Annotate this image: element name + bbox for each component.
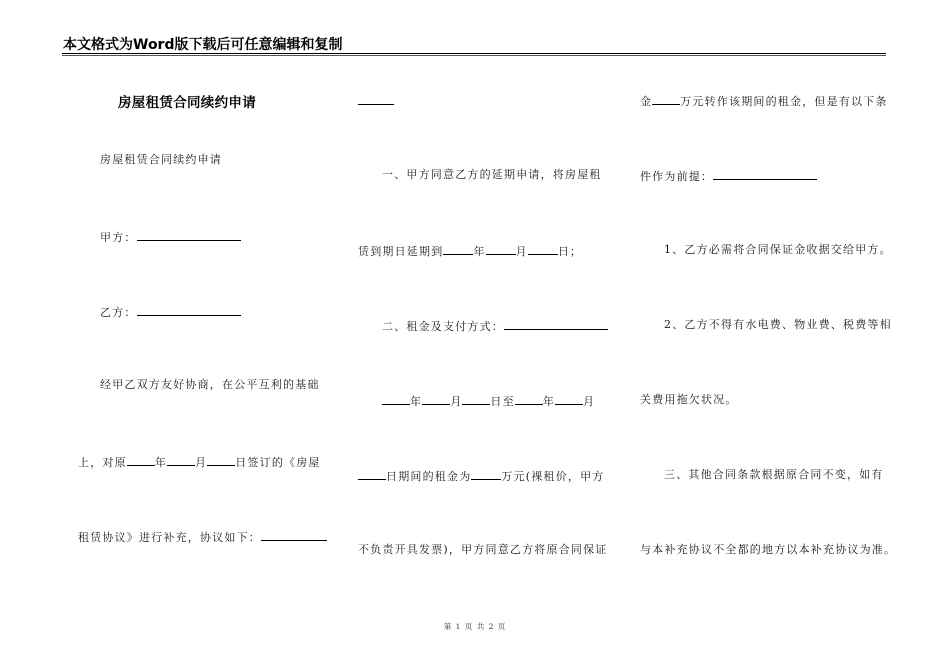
clause-1-line: 一、甲方同意乙方的延期申请，将房屋租 bbox=[382, 168, 602, 181]
blank-field bbox=[127, 454, 155, 466]
blank-field bbox=[167, 454, 195, 466]
condition-item-2: 2、乙方不得有水电费、物业费、税费等相 bbox=[664, 318, 892, 331]
party-a-label: 甲方： bbox=[100, 231, 137, 244]
condition-line: 件作为前提： bbox=[640, 168, 817, 184]
party-a-blank bbox=[137, 229, 241, 241]
blank-field bbox=[358, 468, 386, 480]
blank-field bbox=[471, 468, 501, 480]
party-a-line bbox=[100, 229, 241, 245]
blank-field bbox=[382, 393, 410, 405]
clause-2-line: 年 月 日至 年 月 bbox=[382, 393, 595, 409]
condition-item-2: 关费用拖欠状况。 bbox=[640, 393, 738, 406]
party-b-blank bbox=[137, 304, 241, 316]
document-title: 房屋租赁合同续约申请 bbox=[118, 95, 256, 111]
subtitle: 房屋租赁合同续约申请 bbox=[100, 153, 222, 166]
blank-field bbox=[515, 393, 543, 405]
header-rule bbox=[62, 53, 886, 54]
clause-3-line: 与本补充协议不全都的地方以本补充协议为准。 bbox=[640, 543, 897, 556]
blank-field bbox=[261, 529, 327, 541]
blank-field bbox=[713, 168, 817, 180]
party-b-line bbox=[100, 304, 241, 320]
paragraph-line: 租赁协议》进行补充，协议如下： bbox=[78, 529, 327, 545]
blank-field bbox=[528, 243, 558, 255]
blank-field bbox=[486, 243, 516, 255]
party-b-label: 乙方： bbox=[100, 306, 137, 319]
header-rule-thin bbox=[62, 55, 886, 56]
clause-2-line: 日期间的租金为 万元(裸租价，甲方 bbox=[358, 468, 605, 484]
paragraph-line: 上，对原 年 月 日签订的《房屋 bbox=[78, 456, 321, 469]
clause-3-line: 三、其他合同条款根据原合同不变，如有 bbox=[664, 468, 884, 481]
clause-1-line: 赁到期日延期到 年 月 日； bbox=[358, 245, 583, 258]
blank-field bbox=[422, 393, 450, 405]
paragraph-line: 经甲乙双方友好协商，在公平互利的基础 bbox=[100, 378, 320, 391]
blank-field bbox=[443, 243, 473, 255]
blank-field bbox=[504, 318, 608, 330]
paragraph-line bbox=[358, 93, 394, 109]
document-header: 本文格式为Word版下载后可任意编辑和复制 bbox=[63, 37, 343, 53]
blank-field bbox=[207, 454, 235, 466]
page-number: 第 1 页 共 2 页 bbox=[443, 622, 507, 631]
blank-field bbox=[652, 93, 680, 105]
blank-field bbox=[358, 93, 394, 105]
clause-2-line: 不负责开具发票)，甲方同意乙方将原合同保证 bbox=[358, 543, 608, 556]
clause-2-line: 二、租金及支付方式： bbox=[382, 318, 608, 334]
condition-item-1: 1、乙方必需将合同保证金收据交给甲方。 bbox=[664, 243, 892, 256]
blank-field bbox=[462, 393, 490, 405]
condition-line: 金 万元转作该期间的租金，但是有以下条 bbox=[640, 95, 888, 108]
blank-field bbox=[555, 393, 583, 405]
